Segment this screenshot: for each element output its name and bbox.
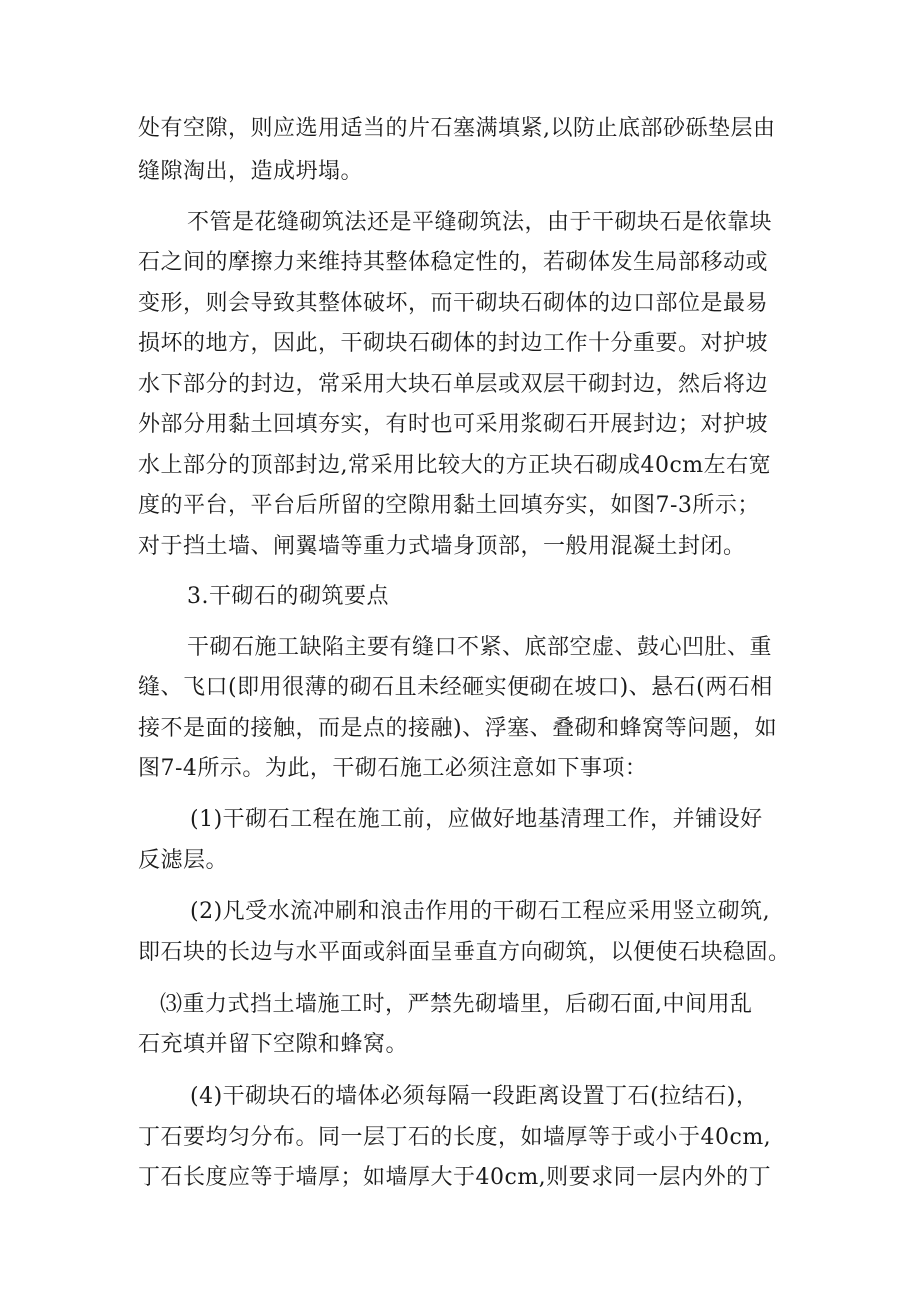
list-item: (2)凡受水流冲刷和浪击作用的干砌石工程应采用竖立砌筑, <box>190 899 771 924</box>
text-line: 接不是面的接触，而是点的接融)、浮塞、叠砌和蜂窝等问题，如 <box>138 716 778 741</box>
text-line: 反滤层。 <box>138 848 229 873</box>
list-item: (1)干砌石工程在施工前，应做好地基清理工作，并铺设好 <box>190 807 763 832</box>
text-line: 丁石要均匀分布。同一层丁石的长度，如墙厚等于或小于40cm, <box>138 1125 772 1150</box>
text-line: 损坏的地方，因此，干砌块石砌体的封边工作十分重要。对护坡 <box>138 331 769 356</box>
text-line: 石充填并留下空隙和蜂窝。 <box>138 1032 409 1057</box>
text-line: 水下部分的封边，常采用大块石单层或双层干砌封边，然后将边 <box>138 372 769 397</box>
text-line: 变形，则会导致其整体破坏，而干砌块石砌体的边口部位是最易 <box>138 291 769 316</box>
text-line: 丁石长度应等于墙厚；如墙厚大于40cm,则要求同一层内外的丁 <box>138 1165 772 1190</box>
text-line: 水上部分的顶部封边,常采用比较大的方正块石砌成40cm左右宽 <box>138 453 772 478</box>
text-line: 图7-4所示。为此，干砌石施工必须注意如下事项： <box>138 756 648 781</box>
section-heading: 3.干砌石的砌筑要点 <box>187 584 389 609</box>
list-item: ⑶重力式挡土墙施工时，严禁先砌墙里，后砌石面,中间用乱 <box>160 992 753 1017</box>
text-line: 干砌石施工缺陷主要有缝口不紧、底部空虚、鼓心凹肚、重 <box>187 635 773 660</box>
text-line: 不管是花缝砌筑法还是平缝砌筑法，由于干砌块石是依靠块 <box>187 210 773 235</box>
text-line: 石之间的摩擦力来维持其整体稳定性的，若砌体发生局部移动或 <box>138 250 769 275</box>
text-line: 外部分用黏土回填夯实，有时也可采用浆砌石开展封边；对护坡 <box>138 412 769 437</box>
text-line: 即石块的长边与水平面或斜面呈垂直方向砌筑，以便使石块稳固。 <box>138 940 791 965</box>
text-line: 缝、飞口(即用很薄的砌石且未经砸实便砌在坡口)、悬石(两石相 <box>138 675 773 700</box>
text-line: 缝隙淘出，造成坍塌。 <box>138 159 364 184</box>
text-line: 对于挡土墙、闸翼墙等重力式墙身顶部，一般用混凝土封闭。 <box>138 534 746 559</box>
list-item: (4)干砌块石的墙体必须每隔一段距离设置丁石(拉结石)， <box>190 1084 759 1109</box>
text-line: 处有空隙，则应选用适当的片石塞满填紧,以防止底部砂砾垫层由 <box>138 116 776 141</box>
text-line: 度的平台，平台后所留的空隙用黏土回填夯实，如图7-3所示； <box>138 493 760 518</box>
